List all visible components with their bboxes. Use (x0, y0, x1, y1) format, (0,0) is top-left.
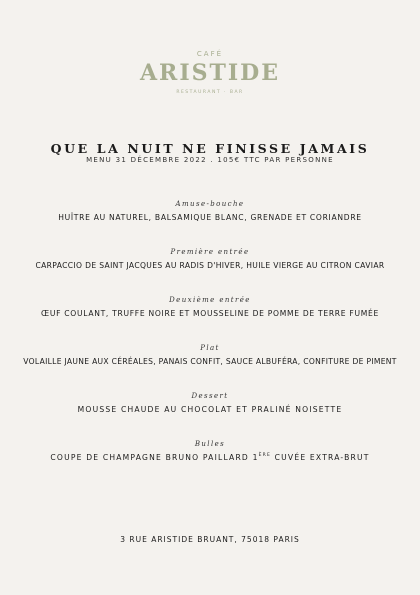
course-label: Dessert (191, 392, 229, 400)
course-label: Plat (200, 344, 220, 352)
course-plat (0, 343, 420, 366)
logo-restaurant-bar-text: RESTAURANT · BAR (176, 90, 244, 95)
course-dish: HUÎTRE AU NATUREL, BALSAMIQUE BLANC, GRENADE ET CORIANDRE (58, 213, 362, 222)
logo-cafe-text: CAFÉ (196, 50, 224, 58)
course-dish-superscript: ÈRE (258, 453, 272, 458)
course-dish-text: CUVÉE EXTRA-BRUT (271, 453, 370, 462)
course-dish: CARPACCIO DE SAINT JACQUES AU RADIS D'HIVER, HUILE VIERGE AU CITRON CAVIAR (35, 261, 385, 270)
course-label: Première entrée (170, 248, 250, 256)
course-dish: ŒUF COULANT, TRUFFE NOIRE ET MOUSSELINE DE POMME DE TERRE FUMÉE (41, 309, 379, 318)
course-dessert (0, 391, 420, 414)
course-bulles (0, 439, 420, 462)
menu-subtitle: MENU 31 DÉCEMBRE 2022 . 105€ TTC PAR PERSONNE (86, 156, 334, 164)
course-dish: VOLAILLE JAUNE AUX CÉRÉALES, PANAIS CONFIT, SAUCE ALBUFÉRA, CONFITURE DE PIMENT (23, 357, 397, 366)
course-deuxieme-entree (0, 295, 420, 318)
course-dish: MOUSSE CHAUDE AU CHOCOLAT ET PRALINÉ NOISETTE (77, 405, 343, 414)
course-dish (0, 453, 420, 462)
course-premiere-entree (0, 247, 420, 270)
menu-title: QUE LA NUIT NE FINISSE JAMAIS (50, 141, 370, 156)
footer-address: 3 RUE ARISTIDE BRUANT, 75018 PARIS (120, 535, 300, 544)
course-label: Bulles (194, 440, 226, 448)
course-label: Amuse-bouche (175, 200, 245, 208)
logo-aristide: ARISTIDE (139, 60, 281, 86)
course-dish-text: COUPE DE CHAMPAGNE BRUNO PAILLARD 1 (50, 453, 259, 462)
course-amuse-bouche (0, 199, 420, 222)
course-label: Deuxième entrée (169, 296, 251, 304)
